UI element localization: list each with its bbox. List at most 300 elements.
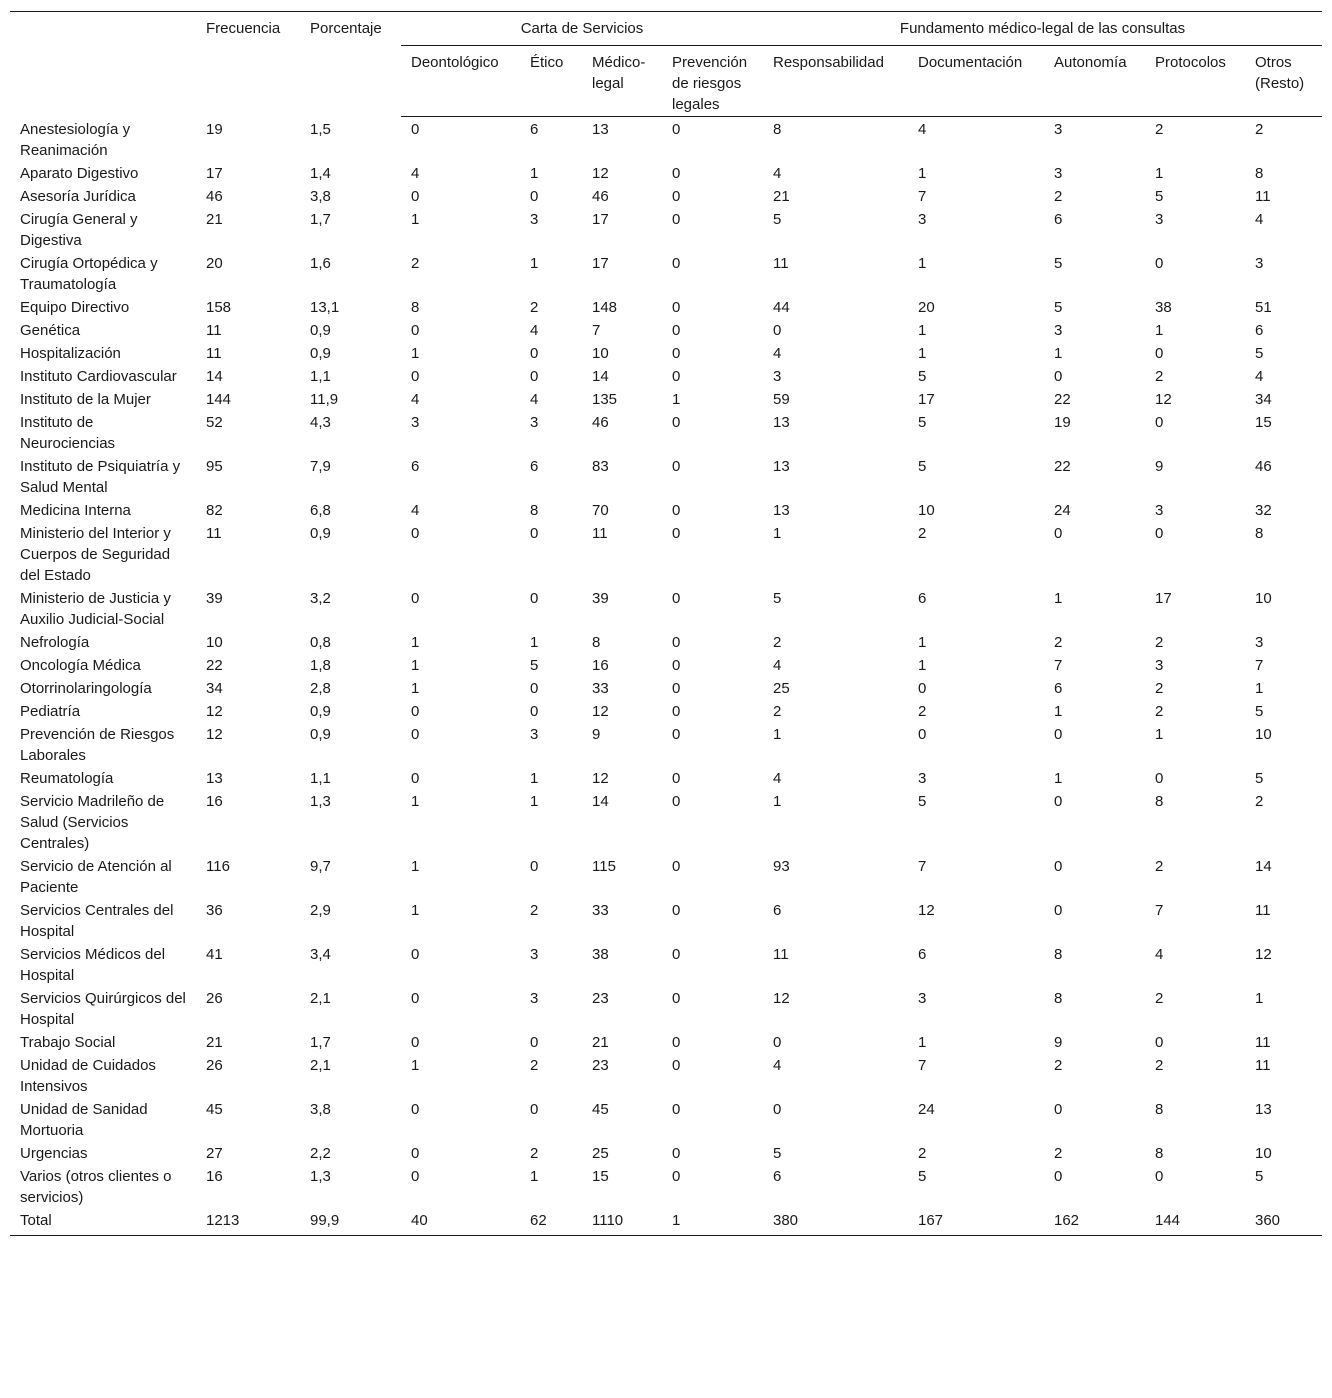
table-header [10, 12, 1322, 117]
table-cell: 116 [206, 857, 230, 875]
table-cell: 1 [411, 344, 420, 362]
table-cell: 0,9 [310, 524, 331, 542]
table-cell: 4 [773, 344, 782, 362]
table-cell: 33 [592, 901, 609, 919]
table-row [10, 855, 1322, 899]
table-cell: 2 [530, 298, 539, 316]
table-cell: 20 [206, 254, 223, 272]
table-cell: 20 [918, 298, 935, 316]
table-cell: 0 [1054, 1100, 1063, 1118]
table-cell: 0 [411, 702, 420, 720]
table-row [10, 1054, 1322, 1098]
table-cell: 21 [206, 1033, 223, 1051]
table-cell: 0 [918, 725, 927, 743]
table-cell: 0 [411, 1167, 420, 1185]
table-cell: 17 [918, 390, 935, 408]
table-cell: 14 [206, 367, 223, 385]
table-row [10, 365, 1322, 388]
table-row [10, 677, 1322, 700]
table-cell: 7,9 [310, 457, 331, 475]
table-cell: 4,3 [310, 413, 331, 431]
table-cell: 6 [1054, 210, 1063, 228]
row-label: Prevención de Riesgos Laborales [20, 725, 175, 764]
table-cell: 22 [1054, 457, 1071, 475]
table-cell: 0 [773, 1033, 782, 1051]
table-cell: 21 [773, 187, 790, 205]
table-cell: 52 [206, 413, 223, 431]
table-cell: 4 [411, 501, 420, 519]
table-cell: 14 [1255, 857, 1272, 875]
table-cell: 2 [1155, 702, 1164, 720]
table-cell: 0 [672, 344, 681, 362]
table-cell: 5 [1255, 344, 1264, 362]
table-cell: 4 [918, 121, 927, 138]
table-cell: 0 [672, 769, 681, 787]
table-cell: 7 [918, 857, 927, 875]
table-cell: 135 [592, 390, 618, 408]
table-row [10, 654, 1322, 677]
table-cell: 1 [918, 633, 927, 651]
table-cell: 15 [1255, 413, 1272, 431]
table-cell: 0 [672, 589, 681, 607]
table-cell: 12 [592, 702, 609, 720]
table-cell: 25 [773, 679, 790, 697]
row-label: Hospitalización [20, 344, 121, 362]
header-corner [10, 12, 196, 117]
total-cell: 380 [773, 1211, 799, 1229]
total-cell: 40 [411, 1211, 428, 1229]
table-cell: 0 [411, 725, 420, 743]
table-cell: 32 [1255, 501, 1272, 519]
table-cell: 1 [773, 524, 782, 542]
table-cell: 6 [530, 121, 539, 138]
table-cell: 12 [206, 702, 223, 720]
table-cell: 5 [773, 1144, 782, 1162]
table-row [10, 790, 1322, 855]
table-cell: 3 [530, 413, 539, 431]
table-cell: 11 [206, 344, 222, 362]
table-cell: 44 [773, 298, 790, 316]
total-cell: 62 [530, 1211, 547, 1229]
total-label: Total [20, 1211, 52, 1229]
table-cell: 83 [592, 457, 609, 475]
table-cell: 0 [918, 679, 927, 697]
table-row [10, 117, 1322, 162]
table-cell: 8 [1054, 989, 1063, 1007]
table-cell: 26 [206, 1056, 223, 1074]
total-cell: 162 [1054, 1211, 1080, 1229]
table-cell: 2 [530, 1144, 539, 1162]
table-cell: 7 [1054, 656, 1063, 674]
table-cell: 0 [411, 1144, 420, 1162]
table-cell: 1 [530, 1167, 539, 1185]
table-cell: 45 [206, 1100, 223, 1118]
table-cell: 1 [411, 679, 420, 697]
header-documentacion: Documentación [908, 46, 1044, 117]
table-body [10, 117, 1322, 1236]
table-cell: 0 [1155, 344, 1164, 362]
table-cell: 1,8 [310, 656, 331, 674]
table-cell: 8 [1155, 1144, 1164, 1162]
table-cell: 8 [1255, 524, 1264, 542]
table-cell: 0 [411, 121, 420, 138]
table-cell: 0 [1054, 367, 1063, 385]
table-cell: 0 [672, 702, 681, 720]
table-cell: 0 [672, 633, 681, 651]
table-cell: 4 [1255, 367, 1264, 385]
table-cell: 0 [672, 1033, 681, 1051]
table-cell: 4 [530, 390, 539, 408]
table-cell: 41 [206, 945, 223, 963]
row-label: Instituto de la Mujer [20, 390, 151, 408]
table-cell: 16 [206, 1167, 223, 1185]
table-cell: 10 [206, 633, 223, 651]
table-cell: 13 [206, 769, 223, 787]
table-cell: 2 [1054, 187, 1063, 205]
table-cell: 1 [530, 633, 539, 651]
table-cell: 1 [530, 769, 539, 787]
table-cell: 1,6 [310, 254, 331, 272]
table-cell: 0 [530, 367, 539, 385]
table-cell: 148 [592, 298, 618, 316]
table-cell: 1 [918, 656, 927, 674]
table-row [10, 1031, 1322, 1054]
table-cell: 0,8 [310, 633, 331, 651]
table-cell: 2 [1155, 989, 1164, 1007]
table-cell: 1,3 [310, 792, 331, 810]
table-cell: 3 [530, 989, 539, 1007]
table-cell: 24 [1054, 501, 1071, 519]
table-cell: 2,1 [310, 989, 331, 1007]
row-label: Nefrología [20, 633, 90, 651]
table-row [10, 342, 1322, 365]
total-cell: 360 [1255, 1211, 1281, 1229]
table-row [10, 499, 1322, 522]
table-cell: 3 [918, 769, 927, 787]
table-cell: 6 [918, 589, 927, 607]
table-cell: 23 [592, 989, 609, 1007]
row-label: Trabajo Social [20, 1033, 116, 1051]
table-cell: 3 [411, 413, 420, 431]
table-cell: 3,2 [310, 589, 331, 607]
table-row [10, 208, 1322, 252]
table-cell: 0 [672, 321, 681, 339]
table-cell: 39 [206, 589, 223, 607]
header-deontologico: Deontológico [401, 46, 520, 117]
table-cell: 24 [918, 1100, 935, 1118]
table-cell: 1 [773, 725, 782, 743]
row-label: Pediatría [20, 702, 81, 720]
table-cell: 0 [672, 164, 681, 182]
row-label: Medicina Interna [20, 501, 131, 519]
table-cell: 13 [773, 457, 790, 475]
table-cell: 3 [1255, 633, 1264, 651]
table-row [10, 455, 1322, 499]
table-cell: 1 [411, 656, 420, 674]
row-label: Asesoría Jurídica [20, 187, 136, 205]
row-label: Ministerio del Interior y Cuerpos de Seguridad del Estado [20, 524, 171, 584]
table-cell: 14 [592, 792, 609, 810]
header-autonomia: Autonomía [1044, 46, 1145, 117]
table-cell: 5 [773, 589, 782, 607]
table-cell: 3 [1054, 321, 1063, 339]
total-cell: 1 [672, 1211, 681, 1229]
table-cell: 0 [672, 656, 681, 674]
table-cell: 0 [672, 187, 681, 205]
table-cell: 0 [672, 901, 681, 919]
table-cell: 1 [1255, 679, 1264, 697]
table-cell: 7 [918, 1056, 927, 1074]
table-cell: 10 [918, 501, 935, 519]
table-cell: 0 [1054, 901, 1063, 919]
table-cell: 3 [530, 210, 539, 228]
table-cell: 8 [592, 633, 601, 651]
table-cell: 0 [672, 1144, 681, 1162]
table-cell: 0 [1155, 524, 1164, 542]
table-cell: 0 [672, 367, 681, 385]
table-cell: 1 [672, 390, 681, 408]
table-cell: 6 [773, 901, 782, 919]
table-cell: 0 [411, 769, 420, 787]
table-cell: 8 [1255, 164, 1264, 182]
table-cell: 2 [411, 254, 420, 272]
total-cell: 1110 [592, 1211, 624, 1229]
table-cell: 0 [672, 413, 681, 431]
table-row [10, 252, 1322, 296]
table-row [10, 319, 1322, 342]
table-row [10, 1142, 1322, 1165]
row-label: Reumatología [20, 769, 114, 787]
table-cell: 0 [672, 254, 681, 272]
table-cell: 8 [773, 121, 782, 138]
table-cell: 2 [773, 702, 782, 720]
table-cell: 4 [773, 769, 782, 787]
table-cell: 12 [592, 769, 609, 787]
table-cell: 0 [411, 1033, 420, 1051]
row-label: Servicios Médicos del Hospital [20, 945, 166, 984]
table-cell: 0 [1054, 725, 1063, 743]
table-cell: 11 [592, 524, 608, 542]
table-cell: 38 [592, 945, 609, 963]
table-cell: 0 [1155, 254, 1164, 272]
table-row [10, 1165, 1322, 1209]
table-row [10, 700, 1322, 723]
table-cell: 2 [1155, 679, 1164, 697]
table-cell: 4 [773, 164, 782, 182]
table-cell: 5 [1054, 254, 1063, 272]
table-cell: 0 [672, 945, 681, 963]
table-cell: 0 [530, 187, 539, 205]
table-cell: 7 [1255, 656, 1264, 674]
table-cell: 0 [530, 1100, 539, 1118]
table-cell: 17 [592, 210, 609, 228]
table-cell: 17 [592, 254, 609, 272]
table-cell: 3,8 [310, 187, 331, 205]
consultations-table [10, 11, 1322, 1236]
total-cell: 144 [1155, 1211, 1181, 1229]
table-cell: 10 [1255, 589, 1272, 607]
table-cell: 1 [411, 901, 420, 919]
header-porcentaje: Porcentaje [310, 20, 382, 37]
table-cell: 0 [1155, 769, 1164, 787]
table-cell: 16 [206, 792, 223, 810]
table-cell: 11 [1255, 1056, 1271, 1074]
table-cell: 0,9 [310, 725, 331, 743]
table-cell: 1 [1054, 702, 1063, 720]
table-cell: 0 [672, 210, 681, 228]
table-cell: 34 [206, 679, 223, 697]
table-cell: 12 [918, 901, 935, 919]
table-cell: 3 [530, 725, 539, 743]
table-cell: 4 [411, 390, 420, 408]
table-cell: 1 [1054, 589, 1063, 607]
table-cell: 12 [592, 164, 609, 182]
table-cell: 59 [773, 390, 790, 408]
table-cell: 2,9 [310, 901, 331, 919]
table-cell: 1,4 [310, 164, 331, 182]
table-cell: 6 [1255, 321, 1264, 339]
table-cell: 45 [592, 1100, 609, 1118]
row-label: Cirugía General y Digestiva [20, 210, 138, 249]
table-row [10, 411, 1322, 455]
table-cell: 158 [206, 298, 232, 316]
row-label: Otorrinolaringología [20, 679, 152, 697]
table-cell: 5 [918, 792, 927, 810]
table-cell: 1 [411, 1056, 420, 1074]
header-responsabilidad: Responsabilidad [763, 46, 908, 117]
table-cell: 12 [1155, 390, 1172, 408]
table-cell: 7 [918, 187, 927, 205]
table-cell: 2 [1054, 1144, 1063, 1162]
table-cell: 1 [1054, 769, 1063, 787]
header-prevencion: Prevención de riesgos legales [662, 46, 763, 117]
table-cell: 1 [530, 164, 539, 182]
table-cell: 51 [1255, 298, 1272, 316]
table-cell: 1 [773, 792, 782, 810]
table-cell: 4 [411, 164, 420, 182]
row-label: Unidad de Cuidados Intensivos [20, 1056, 156, 1095]
table-row [10, 162, 1322, 185]
row-label: Servicio Madrileño de Salud (Servicios Centrales) [20, 792, 165, 852]
table-cell: 0 [1155, 413, 1164, 431]
table-cell: 1 [1155, 164, 1164, 182]
table-cell: 8 [1155, 1100, 1164, 1118]
table-cell: 6 [773, 1167, 782, 1185]
header-group-fundamento: Fundamento médico-legal de las consultas [763, 12, 1322, 46]
table-cell: 1 [918, 321, 927, 339]
table-cell: 4 [773, 656, 782, 674]
table-cell: 5 [1255, 769, 1264, 787]
table-cell: 0 [530, 679, 539, 697]
table-cell: 2 [1155, 633, 1164, 651]
table-cell: 11 [1255, 187, 1271, 205]
table-cell: 3 [1155, 656, 1164, 674]
table-row [10, 1098, 1322, 1142]
table-cell: 2 [918, 524, 927, 542]
row-label: Varios (otros clientes o servicios) [20, 1167, 172, 1206]
table-cell: 39 [592, 589, 609, 607]
table-cell: 46 [592, 187, 609, 205]
table-cell: 2 [1255, 121, 1264, 138]
table-cell: 0 [1054, 1167, 1063, 1185]
table-cell: 21 [592, 1033, 609, 1051]
table-cell: 0 [530, 702, 539, 720]
table-cell: 0 [773, 321, 782, 339]
row-label: Servicio de Atención al Paciente [20, 857, 172, 896]
table-cell: 8 [530, 501, 539, 519]
table-cell: 1,1 [310, 769, 331, 787]
table-cell: 15 [592, 1167, 609, 1185]
table-cell: 5 [530, 656, 539, 674]
table-cell: 8 [1054, 945, 1063, 963]
table-cell: 8 [1155, 792, 1164, 810]
table-cell: 5 [918, 1167, 927, 1185]
table-cell: 5 [1155, 187, 1164, 205]
table-cell: 2 [1155, 121, 1164, 138]
table-cell: 36 [206, 901, 223, 919]
row-label: Aparato Digestivo [20, 164, 139, 182]
table-cell: 11 [206, 321, 222, 339]
table-cell: 1 [1255, 989, 1264, 1007]
table-cell: 1 [918, 344, 927, 362]
table-cell: 1 [1054, 344, 1063, 362]
table-cell: 0 [530, 1033, 539, 1051]
table-cell: 0 [530, 344, 539, 362]
total-row [10, 1209, 1322, 1236]
table-cell: 6 [918, 945, 927, 963]
header-frecuencia: Frecuencia [206, 20, 281, 37]
table-cell: 0 [672, 989, 681, 1007]
table-cell: 0 [411, 187, 420, 205]
row-label: Ministerio de Justicia y Auxilio Judicial-Social [20, 589, 171, 628]
table-cell: 12 [773, 989, 790, 1007]
header-protocolos: Protocolos [1145, 46, 1245, 117]
row-label: Anestesiología y Reanimación [20, 120, 131, 159]
table-cell: 5 [1255, 702, 1264, 720]
table-cell: 14 [592, 367, 609, 385]
table-cell: 4 [530, 321, 539, 339]
row-label: Urgencias [20, 1144, 88, 1162]
table-cell: 3 [1255, 254, 1264, 272]
table-cell: 2 [1155, 367, 1164, 385]
table-cell: 1,3 [310, 1167, 331, 1185]
total-cell: 1213 [206, 1211, 240, 1229]
table-cell: 0,9 [310, 344, 331, 362]
table-cell: 0,9 [310, 702, 331, 720]
table-cell: 1 [530, 254, 539, 272]
table-cell: 0 [530, 857, 539, 875]
table-cell: 1 [918, 164, 927, 182]
table-cell: 3,4 [310, 945, 331, 963]
table-cell: 3 [918, 989, 927, 1007]
table-cell: 11 [1255, 1033, 1271, 1051]
table-cell: 1 [1155, 321, 1164, 339]
table-cell: 5 [918, 413, 927, 431]
table-cell: 6 [1054, 679, 1063, 697]
table-cell: 0 [672, 501, 681, 519]
table-cell: 0,9 [310, 321, 331, 339]
table-cell: 11 [206, 524, 222, 542]
table-cell: 6,8 [310, 501, 331, 519]
table-cell: 25 [592, 1144, 609, 1162]
table-cell: 6 [411, 457, 420, 475]
table-cell: 9 [592, 725, 601, 743]
table-cell: 5 [773, 210, 782, 228]
table-cell: 46 [1255, 457, 1272, 475]
table-cell: 0 [672, 1056, 681, 1074]
table-cell: 1 [411, 792, 420, 810]
table-cell: 2 [530, 1056, 539, 1074]
